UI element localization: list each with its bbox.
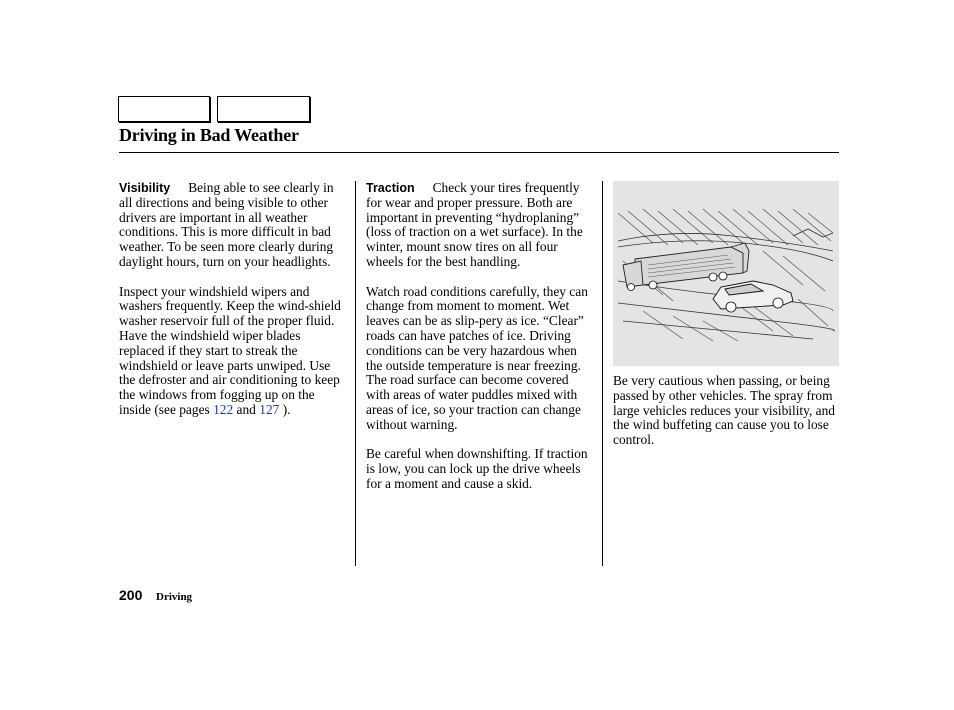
visibility-text-1: Being able to see clearly in all directions and being visible to other drivers are important in all weather conditions. This is more difficult in bad weather. To be seen more clearly during daylight hours, turn on your headlights.: [119, 180, 334, 269]
page-number: 200: [119, 587, 143, 603]
visibility-paragraph-1: [119, 181, 345, 270]
passing-paragraph: Be very cautious when passing, or being passed by other vehicles. The spray from large vehicles reduces your visibility, and the wind buffeting can cause you to lose control.: [613, 373, 835, 448]
section-name: Driving: [156, 591, 193, 603]
column-divider-1: [355, 181, 356, 566]
nav-tab-1[interactable]: [118, 96, 210, 122]
traction-paragraph-3: Be careful when downshifting. If traction is low, you can lock up the drive wheels for a moment and cause a skid.: [366, 446, 588, 491]
and-text: and: [236, 401, 256, 417]
visibility-heading: Visibility: [119, 181, 171, 195]
traction-paragraph-1: [366, 181, 594, 270]
page-link-122[interactable]: 122: [213, 401, 234, 417]
bad-weather-illustration: [613, 181, 839, 366]
visibility-paragraph-2: [119, 285, 345, 418]
traction-heading: Traction: [366, 181, 415, 195]
traction-paragraph-2: Watch road conditions carefully, they can change from moment to moment. Wet leaves can be as slip-pery as ice. “Clear” roads can have patches of ice. Driving conditions can be very hazardous when the outside temperature is near freezing. The road surface can become covered with areas of water puddles mixed with areas of ice, so your traction can change without warning.: [366, 283, 588, 432]
title-rule: [119, 152, 839, 153]
visibility-text-2: Inspect your windshield wipers and washers frequently. Keep the wind-shield washer reservoir full of the proper fluid. Have the windshield wiper blades replaced if they start to streak the windshield or leave parts unwiped. Use the defroster and air conditioning to keep the windows from fogging up on the inside (see pages: [119, 283, 341, 417]
page-title: Driving in Bad Weather: [119, 125, 299, 145]
rain-road-drawing: [613, 181, 839, 366]
nav-tab-2[interactable]: [217, 96, 310, 122]
column-divider-2: [602, 181, 603, 566]
traction-text-1: Check your tires frequently for wear and proper pressure. Both are important in preventing “hydroplaning” (loss of traction on a wet surface). In the winter, mount snow tires on all four wheels for the best handling.: [366, 180, 583, 269]
passing-column: [613, 374, 841, 463]
traction-column: [366, 181, 594, 507]
visibility-column: [119, 181, 345, 433]
visibility-text-end: ).: [282, 401, 291, 417]
page-link-127[interactable]: 127: [259, 401, 280, 417]
